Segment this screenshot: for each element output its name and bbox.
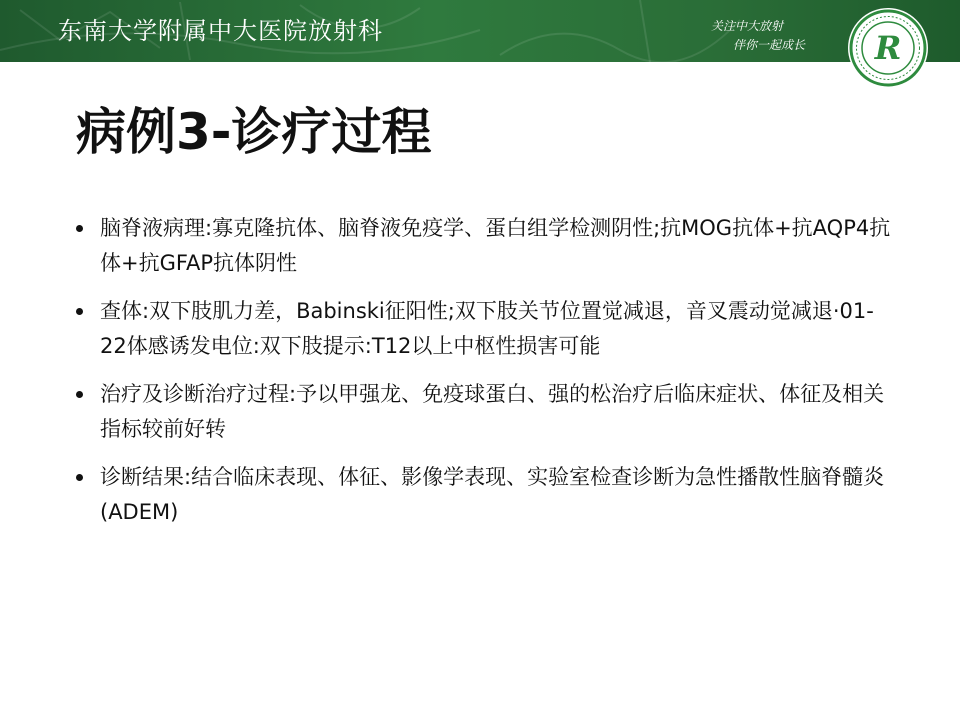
hospital-logo <box>846 6 930 90</box>
bullet-text: 治疗及诊断治疗过程:予以甲强龙、免疫球蛋白、强的松治疗后临床症状、体征及相关指标较前好转 <box>100 382 885 441</box>
bullet-item <box>74 377 894 447</box>
slogan-line-2: 伴你一起成长 <box>733 38 806 52</box>
bullet-text: 脑脊液病理:寡克隆抗体、脑脊液免疫学、蛋白组学检测阴性;抗MOG抗体+抗AQP4抗体+抗GFAP抗体阴性 <box>100 216 891 275</box>
bullet-text: 查体:双下肢肌力差，Babinski征阳性;双下肢关节位置觉减退，音叉震动觉减退·01-22体感诱发电位:双下肢提示:T12以上中枢性损害可能 <box>100 299 874 358</box>
bullet-item <box>74 294 894 364</box>
bullet-dot <box>76 225 83 232</box>
bullet-text: 诊断结果:结合临床表现、体征、影像学表现、实验室检查诊断为急性播散性脑脊髓炎(ADEM) <box>100 465 885 524</box>
bullet-dot <box>76 474 83 481</box>
bullet-dot <box>76 391 83 398</box>
slide-title: 病例3-诊疗过程 <box>76 103 432 161</box>
slogan-line-1: 关注中大放射 <box>711 19 784 33</box>
bullet-dot <box>76 308 83 315</box>
bullet-list <box>74 211 894 543</box>
logo-letter: R <box>874 29 902 67</box>
bullet-item <box>74 460 894 530</box>
bullet-item <box>74 211 894 281</box>
header-band <box>0 0 960 62</box>
department-title: 东南大学附属中大医院放射科 <box>58 17 383 45</box>
